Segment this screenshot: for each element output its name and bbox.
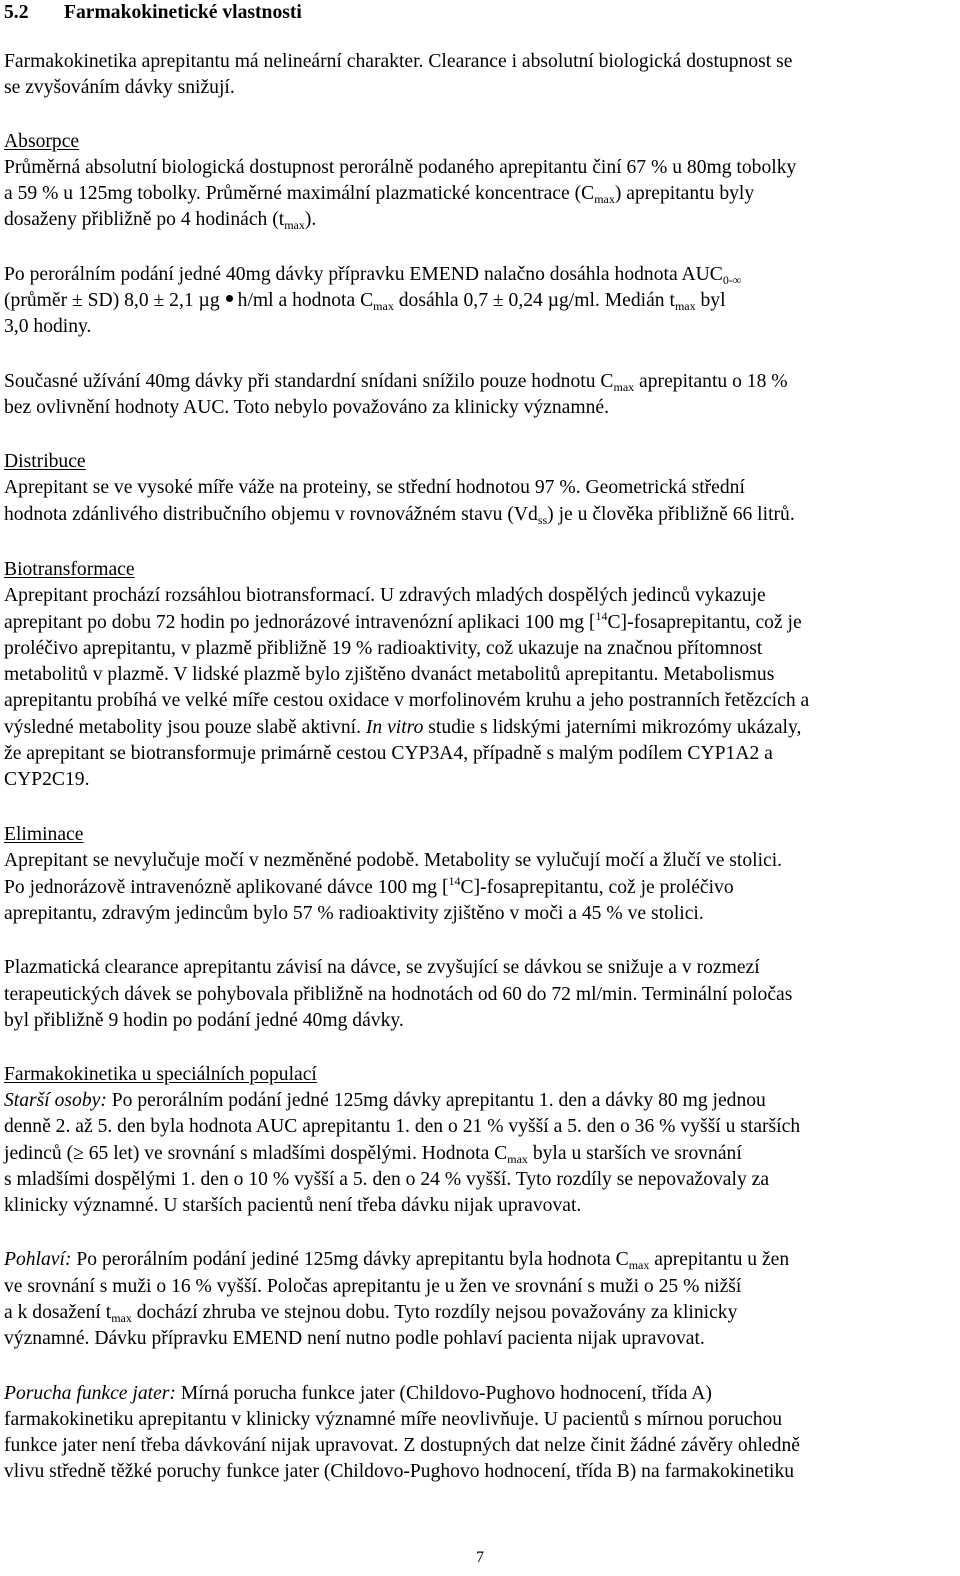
eliminace-p2-line-2: terapeutických dávek se pohybovala přibližně na hodnotách od 60 do 72 ml/min. Terminální poločas xyxy=(4,984,793,1005)
eliminace-p2-line-3: byl přibližně 9 hodin po podání jedné 40mg dávky. xyxy=(4,1010,404,1031)
eliminace-line-3: aprepitantu, zdravým jedincům bylo 57 % radioaktivity zjištěno v moči a 45 % ve stolici. xyxy=(4,903,704,924)
multiplication-dot-icon xyxy=(226,295,233,302)
absorpce-line-1: Průměrná absolutní biologická dostupnost perorálně podaného aprepitantu činí 67 % u 80mg tobolky xyxy=(4,157,797,178)
elderly-line-2: denně 2. až 5. den byla hodnota AUC aprepitantu 1. den o 21 % vyšší a 5. den o 36 % vyšší u starších xyxy=(4,1116,801,1137)
biotransformace-line-3: proléčivo aprepitantu, v plazmě přibližně 19 % radioaktivity, což ukazuje na značnou přítomnost xyxy=(4,638,763,659)
absorpce-p3-line-2: bez ovlivnění hodnoty AUC. Toto nebylo považováno za klinicky významné. xyxy=(4,397,610,418)
eliminace-heading: Eliminace xyxy=(4,824,84,845)
intro-line-1: Farmakokinetika aprepitantu má nelineární charakter. Clearance i absolutní biologická dostupnost se xyxy=(4,51,793,72)
biotransformace-line-8: CYP2C19. xyxy=(4,769,90,790)
liver-line-4: vlivu středně těžké poruchy funkce jater (Childovo-Pughovo hodnocení, třída B) na farmakokinetiku xyxy=(4,1461,795,1482)
liver-line-1: Porucha funkce jater: Mírná porucha funkce jater (Childovo-Pughovo hodnocení, třída A) xyxy=(4,1383,712,1404)
liver-line-3: funkce jater není třeba dávkování nijak upravovat. Z dostupných dat nelze činit žádné závěry ohledně xyxy=(4,1435,800,1456)
distribuce-line-1: Aprepitant se ve vysoké míře váže na proteiny, se střední hodnotou 97 %. Geometrická střední xyxy=(4,477,745,498)
eliminace-line-2: Po jednorázově intravenózně aplikované dávce 100 mg [$^{14}$C]-fosaprepitantu, což je proléčivo xyxy=(4,874,734,898)
distribuce-heading: Distribuce xyxy=(4,451,86,472)
biotransformace-line-7: že aprepitant se biotransformuje primárně cestou CYP3A4, případně s malým podílem CYP1A2 a xyxy=(4,743,773,764)
gender-line-3: a k dosažení $t_{max}$ dochází zhruba ve stejnou dobu. Tyto rozdíly nejsou považovány za klinicky xyxy=(4,1302,738,1325)
section-number: 5.2 xyxy=(4,2,29,23)
gender-line-4: významné. Dávku přípravku EMEND není nutno podle pohlaví pacienta nijak upravovat. xyxy=(4,1328,705,1349)
distribuce-line-2: hodnota zdánlivého distribučního objemu v rovnovážném stavu $(Vd_{ss})$ je u člověka přibližně 66 litrů. xyxy=(4,504,795,527)
section-heading xyxy=(4,0,302,26)
gender-line-1: Pohlaví: Po perorálním podání jediné 125mg dávky aprepitantu byla hodnota $C_{max}$ aprepitantu u žen xyxy=(4,1249,790,1272)
liver-label: Porucha funkce jater: xyxy=(4,1383,176,1404)
biotransformace-line-5: aprepitantu probíhá ve velké míře cestou oxidace v morfolinovém kruhu a jeho postranních řetězcích a xyxy=(4,690,810,711)
absorpce-line-2: a 59 % u 125mg tobolky. Průměrné maximální plazmatické koncentrace $(C_{max})$ aprepitantu byly xyxy=(4,183,755,206)
special-populations-heading: Farmakokinetika u speciálních populací xyxy=(4,1064,317,1085)
absorpce-p2-line-3: 3,0 hodiny. xyxy=(4,316,92,337)
biotransformace-heading: Biotransformace xyxy=(4,559,135,580)
elderly-line-1: Starší osoby: Po perorálním podání jedné 125mg dávky aprepitantu 1. den a dávky 80 mg jednou xyxy=(4,1090,766,1111)
absorpce-heading: Absorpce xyxy=(4,131,80,152)
page-number: 7 xyxy=(476,1549,484,1566)
elderly-label: Starší osoby: xyxy=(4,1090,107,1111)
elderly-line-3: jedinců (≥ 65 let) ve srovnání s mladšími dospělými. Hodnota $C_{max}$ byla u starších ve srovnání xyxy=(4,1143,742,1166)
elderly-line-4: s mladšími dospělými 1. den o 10 % vyšší a 5. den o 24 % vyšší. Tyto rozdíly se nepovažovaly za xyxy=(4,1169,770,1190)
section-title: Farmakokinetické vlastnosti xyxy=(64,2,302,23)
biotransformace-line-2: aprepitant po dobu 72 hodin po jednorázové intravenózní aplikaci 100 mg [$^{14}$C]-fosaprepitantu, což je xyxy=(4,609,802,633)
intro-line-2: se zvyšováním dávky snižují. xyxy=(4,77,235,98)
biotransformace-line-4: metabolitů v plazmě. V lidské plazmě bylo zjištěno dvanáct metabolitů aprepitantu. Metabolismus xyxy=(4,664,775,685)
liver-line-2: farmakokinetiku aprepitantu v klinicky významné míře neovlivňuje. U pacientů s mírnou poruchou xyxy=(4,1409,783,1430)
absorpce-p2-line-1: Po perorálním podání jedné 40mg dávky přípravku EMEND nalačno dosáhla hodnota $AUC_{0-\infty}$ xyxy=(4,264,742,287)
absorpce-p2-line-2: (průměr ± SD) 8,0 ± 2,1 µg h/ml a hodnota $C_{max}$ dosáhla 0,7 ± 0,24 µg/ml. Medián $t_{max}$ byl xyxy=(4,290,726,313)
absorpce-p3-line-1: Současné užívání 40mg dávky při standardní snídani snížilo pouze hodnotu $C_{max}$ aprepitantu o 18 % xyxy=(4,371,788,394)
absorpce-line-3: dosaženy přibližně po 4 hodinách $(t_{max})$. xyxy=(4,209,317,232)
biotransformace-line-1: Aprepitant prochází rozsáhlou biotransformací. U zdravých mladých dospělých jedinců vykazuje xyxy=(4,585,766,606)
eliminace-p2-line-1: Plazmatická clearance aprepitantu závisí na dávce, se zvyšující se dávkou se snižuje a v rozmezí xyxy=(4,957,760,978)
eliminace-line-1: Aprepitant se nevylučuje močí v nezměněné podobě. Metabolity se vylučují močí a žlučí ve stolici. xyxy=(4,850,783,871)
gender-line-2: ve srovnání s muži o 16 % vyšší. Poločas aprepitantu je u žen ve srovnání s muži o 25 % nižší xyxy=(4,1276,742,1297)
elderly-line-5: klinicky významné. U starších pacientů není třeba dávku nijak upravovat. xyxy=(4,1195,582,1216)
biotransformace-line-6: výsledné metabolity jsou pouze slabě aktivní. In vitro studie s lidskými jaterními mikrozómy ukázaly, xyxy=(4,717,802,738)
gender-label: Pohlaví: xyxy=(4,1249,72,1270)
